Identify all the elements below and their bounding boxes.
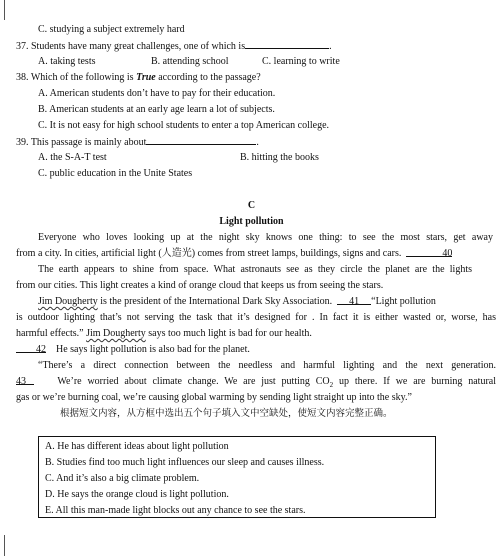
- passage-text: from a city. In cities, artificial light (人造光) comes from street lamps, buildings, signs and cars.: [16, 248, 402, 259]
- instruction: 根据短文内容，从方框中选出五个句子填入文中空缺处，使短文内容完整正确。: [60, 408, 393, 419]
- q37-option-a: A. taking tests: [38, 56, 96, 67]
- choice-b: B. Studies find too much light influences our sleep and causes illness.: [45, 457, 325, 468]
- choice-c: C. And it’s also a big climate problem.: [45, 473, 200, 484]
- margin-marker: [4, 0, 5, 20]
- answer-blank[interactable]: [245, 38, 329, 49]
- person-name: Jim Dougherty: [86, 328, 146, 339]
- passage-title: Light pollution: [219, 216, 284, 227]
- passage-line: Everyone who loves looking up at the night sky knows one thing: to see the most stars, get away: [38, 232, 493, 243]
- q38-stem-before: 38. Which of the following is: [16, 72, 137, 83]
- margin-marker: [4, 535, 5, 556]
- blank-40[interactable]: 40: [406, 246, 452, 257]
- q37-option-c: C. learning to write: [262, 56, 340, 67]
- blank-43[interactable]: 43: [16, 374, 34, 385]
- choice-a: A. He has different ideas about light pollution: [45, 441, 229, 452]
- passage-line: [38, 294, 436, 310]
- q37-stem-text: 37. Students have many great challenges, one of which is: [16, 41, 246, 52]
- subscript: 2: [329, 381, 334, 389]
- passage-text: is the president of the International Dark Sky Association.: [97, 296, 333, 307]
- q39-stem: [16, 134, 259, 151]
- passage-line: [16, 246, 452, 262]
- blank-41[interactable]: 41: [337, 294, 371, 305]
- q37-option-b: B. attending school: [151, 56, 229, 67]
- q37-stem: [16, 38, 332, 55]
- passage-line: [16, 326, 312, 342]
- q38-stem: [16, 70, 261, 86]
- passage-text: harmful effects.”: [16, 328, 87, 339]
- q38-option-c: C. It is not easy for high school students to enter a top American college.: [38, 120, 330, 131]
- passage-text: He says light pollution is also bad for the planet.: [56, 344, 250, 355]
- passage-line: [16, 342, 250, 358]
- q39-stem-text: 39. This passage is mainly about: [16, 137, 147, 148]
- q38-option-b: B. American students at an early age learn a lot of subjects.: [38, 104, 275, 115]
- passage-text: “Light pollution: [371, 296, 436, 307]
- q38-stem-after: according to the passage?: [155, 72, 261, 83]
- q38-option-a: A. American students don’t have to pay for their education.: [38, 88, 276, 99]
- passage-line: “There’s a direct connection between the needless and harmful lighting and the next generation.: [38, 360, 496, 371]
- passage-line: gas or we’re burning coal, we’re causing global warming by sending light straight up into the sky.”: [16, 392, 412, 403]
- q39-option-c: C. public education in the Unite States: [38, 168, 193, 179]
- passage-text: says too much light is bad for our health.: [145, 328, 312, 339]
- choices-box: [38, 436, 436, 518]
- passage-text: We’re worried about climate change. We are just putting CO: [57, 376, 330, 387]
- passage-line: [16, 374, 496, 390]
- person-name: Jim Dougherty: [38, 296, 98, 307]
- passage-line: from our cities. This light creates a kind of orange cloud that keeps us from seeing the stars.: [16, 280, 384, 291]
- q39-option-a: A. the S-A-T test: [38, 152, 107, 163]
- q37-stem-end: .: [329, 41, 332, 52]
- q36-option-c: C. studying a subject extremely hard: [38, 24, 185, 35]
- passage-line: The earth appears to shine from space. What astronauts see as they circle the planet are the lights: [38, 264, 472, 275]
- choice-d: D. He says the orange cloud is light pollution.: [45, 489, 229, 500]
- passage-text: up there. If we are burning natural: [333, 376, 497, 387]
- passage-line: is outdoor lighting that’s not serving the task that it’s designed for . In fact it is either wasted or, worse, has: [16, 312, 496, 323]
- blank-42[interactable]: 42: [16, 342, 46, 353]
- q38-stem-emphasis: True: [136, 72, 156, 83]
- section-letter: C: [247, 200, 256, 211]
- q39-stem-end: .: [256, 137, 259, 148]
- q39-option-b: B. hitting the books: [240, 152, 319, 163]
- answer-blank[interactable]: [146, 134, 256, 145]
- choice-e: E. All this man-made light blocks out any chance to see the stars.: [45, 505, 306, 516]
